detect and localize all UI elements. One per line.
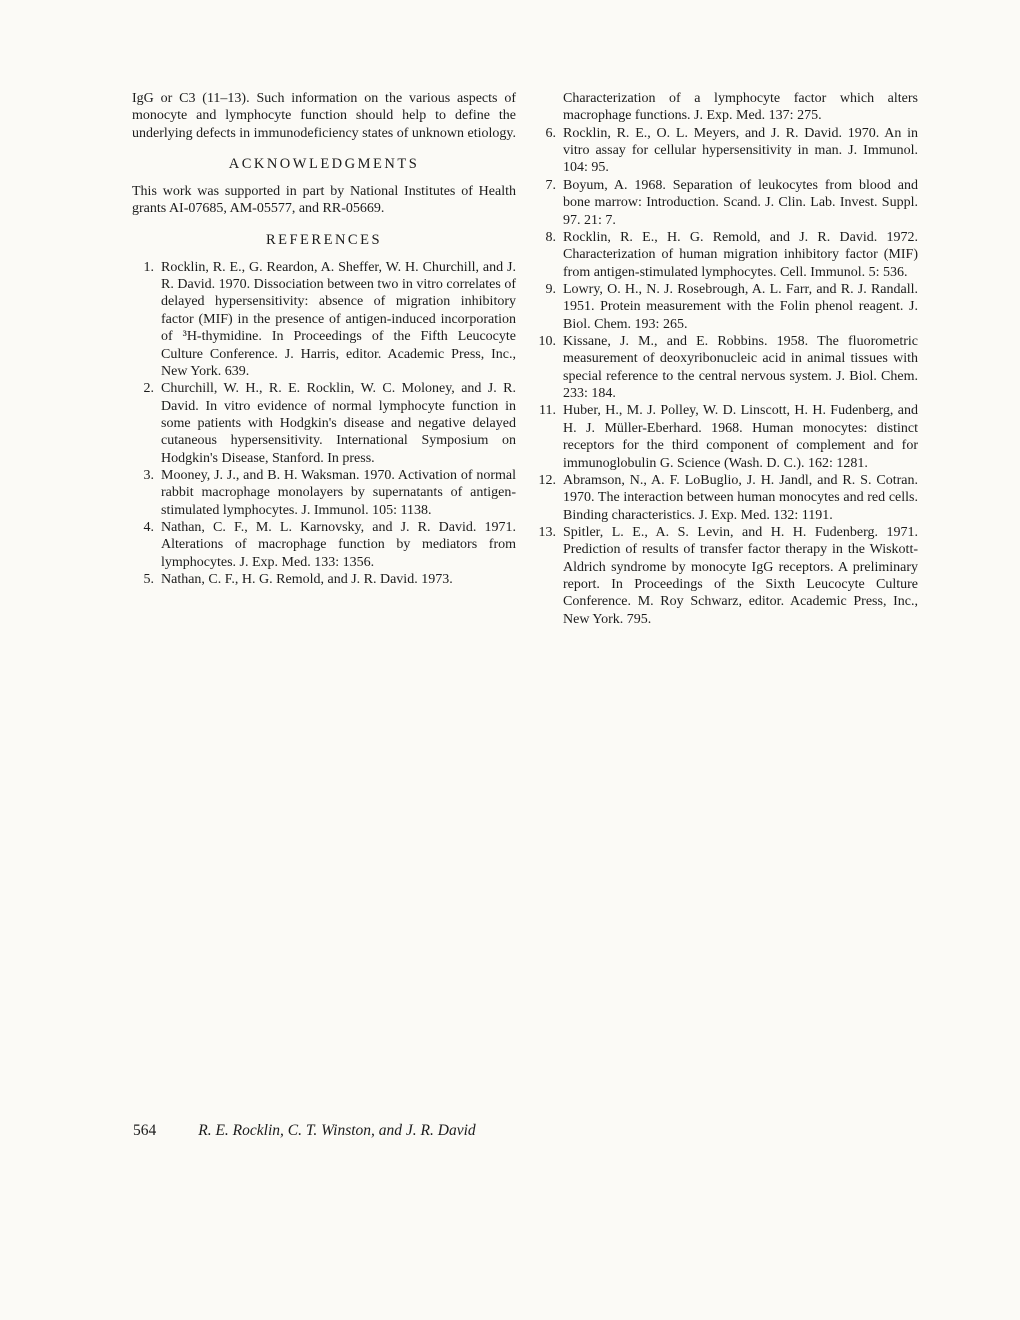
reference-item-11: [534, 402, 918, 471]
page-number: 564: [133, 1122, 157, 1139]
reference-text: Spitler, L. E., A. S. Levin, and H. H. Fudenberg. 1971. Prediction of results of transfer factor therapy in the Wiskott-Aldrich syndrome by monocyte IgG receptors. A preliminary report. In Proceedings of the Sixth Leucocyte Culture Conference. M. Roy Schwarz, editor. Academic Press, Inc., New York. 795.: [563, 524, 918, 627]
reference-number: 6.: [545, 125, 556, 141]
acknowledgments-heading: ACKNOWLEDGMENTS: [228, 156, 420, 173]
reference-text: Lowry, O. H., N. J. Rosebrough, A. L. Farr, and R. J. Randall. 1951. Protein measurement with the Folin phenol reagent. J. Biol. Chem. 193: 265.: [563, 281, 918, 332]
reference-text: Huber, H., M. J. Polley, W. D. Linscott, H. H. Fudenberg, and H. J. Müller-Eberhard. 1968. Human monocytes: distinct receptors for the third component of complement and for immunoglobulin G. Science (Wash. D. C.). 162: 1281.: [563, 403, 918, 471]
reference-text: Rocklin, R. E., G. Reardon, A. Sheffer, W. H. Churchill, and J. R. David. 1970. Dissociation between two in vitro correlates of delayed hypersensitivity: absence of migration inhibitory factor (MIF) in the presence of antigen-induced incorporation of ³H-thymidine. In Proceedings of the Fifth Leucocyte Culture Conference. J. Harris, editor. Academic Press, Inc., New York. 639.: [161, 259, 516, 379]
reference-item-9: [534, 281, 918, 333]
reference-number: 12.: [538, 472, 556, 488]
reference-item-13: [534, 524, 918, 628]
reference-item-2: [132, 380, 516, 467]
reference-text: Boyum, A. 1968. Separation of leukocytes from blood and bone marrow: Introduction. Scand. J. Clin. Lab. Invest. Suppl. 97. 21: 7.: [563, 177, 918, 228]
reference-text: Nathan, C. F., H. G. Remold, and J. R. David. 1973.: [161, 572, 453, 588]
reference-number: 4.: [143, 520, 154, 536]
two-column-layout: [132, 90, 918, 628]
reference-item-1: [132, 259, 516, 381]
reference-text: Mooney, J. J., and B. H. Waksman. 1970. Activation of normal rabbit macrophage monolayers by supernatants of antigen-stimulated lymphocytes. J. Immunol. 105: 1138.: [161, 468, 516, 518]
reference-text: Churchill, W. H., R. E. Rocklin, W. C. Moloney, and J. R. David. In vitro evidence of normal lymphocyte function in some patients with Hodgkin's disease and negative delayed cutaneous hypersensitivity. International Symposium on Hodgkin's Disease, Stanford. In press.: [161, 381, 516, 466]
reference-number: 3.: [143, 468, 154, 484]
right-column: [534, 90, 918, 628]
reference-item-3: [132, 467, 516, 519]
reference-item-7: [534, 177, 918, 229]
running-title: R. E. Rocklin, C. T. Winston, and J. R. David: [198, 1122, 476, 1139]
references-heading: REFERENCES: [265, 231, 383, 248]
reference-item-5: [132, 571, 516, 588]
reference-number: 8.: [545, 229, 556, 245]
reference-number: 13.: [538, 524, 556, 540]
reference-text: Kissane, J. M., and E. Robbins. 1958. The fluorometric measurement of deoxyribonucleic acid in animal tissues with special reference to the central nervous system. J. Biol. Chem. 233: 184.: [563, 334, 918, 402]
reference-item-4: [132, 519, 516, 571]
acknowledgments-paragraph: This work was supported in part by National Institutes of Health grants AI-07685, AM-05577, and RR-05669.: [132, 184, 516, 217]
page-footer: [133, 1122, 476, 1140]
reference-item-12: [534, 472, 918, 524]
left-column: [132, 90, 516, 628]
reference-item-10: [534, 333, 918, 402]
reference-number: 7.: [545, 177, 556, 193]
reference-text: Nathan, C. F., M. L. Karnovsky, and J. R. David. 1971. Alterations of macrophage function by mediators from lymphocytes. J. Exp. Med. 133: 1356.: [161, 520, 516, 570]
reference-item-8: [534, 229, 918, 281]
intro-paragraph: IgG or C3 (11–13). Such information on the various aspects of monocyte and lymphocyte function should help to define the underlying defects in immunodeficiency states of unknown etiology.: [132, 91, 517, 141]
reference-item-6: [534, 125, 918, 177]
reference-number: 1.: [143, 259, 154, 275]
reference-number: 10.: [538, 334, 556, 350]
reference-number: 2.: [143, 381, 154, 397]
reference-text: Rocklin, R. E., O. L. Meyers, and J. R. David. 1970. An in vitro assay for cellular hypersensitivity in man. J. Immunol. 104: 95.: [563, 125, 918, 176]
reference-5-continuation: Characterization of a lymphocyte factor which alters macrophage functions. J. Exp. Med. 137: 275.: [563, 91, 918, 124]
reference-text: Abramson, N., A. F. LoBuglio, J. H. Jandl, and R. S. Cotran. 1970. The interaction between human monocytes and red cells. Binding characteristics. J. Exp. Med. 132: 1191.: [563, 472, 918, 523]
reference-number: 5.: [143, 572, 154, 588]
reference-number: 11.: [539, 403, 556, 419]
reference-text: Rocklin, R. E., H. G. Remold, and J. R. David. 1972. Characterization of human migration inhibitory factor (MIF) from antigen-stimulated lymphocytes. Cell. Immunol. 5: 536.: [563, 229, 918, 280]
reference-number: 9.: [545, 281, 556, 297]
